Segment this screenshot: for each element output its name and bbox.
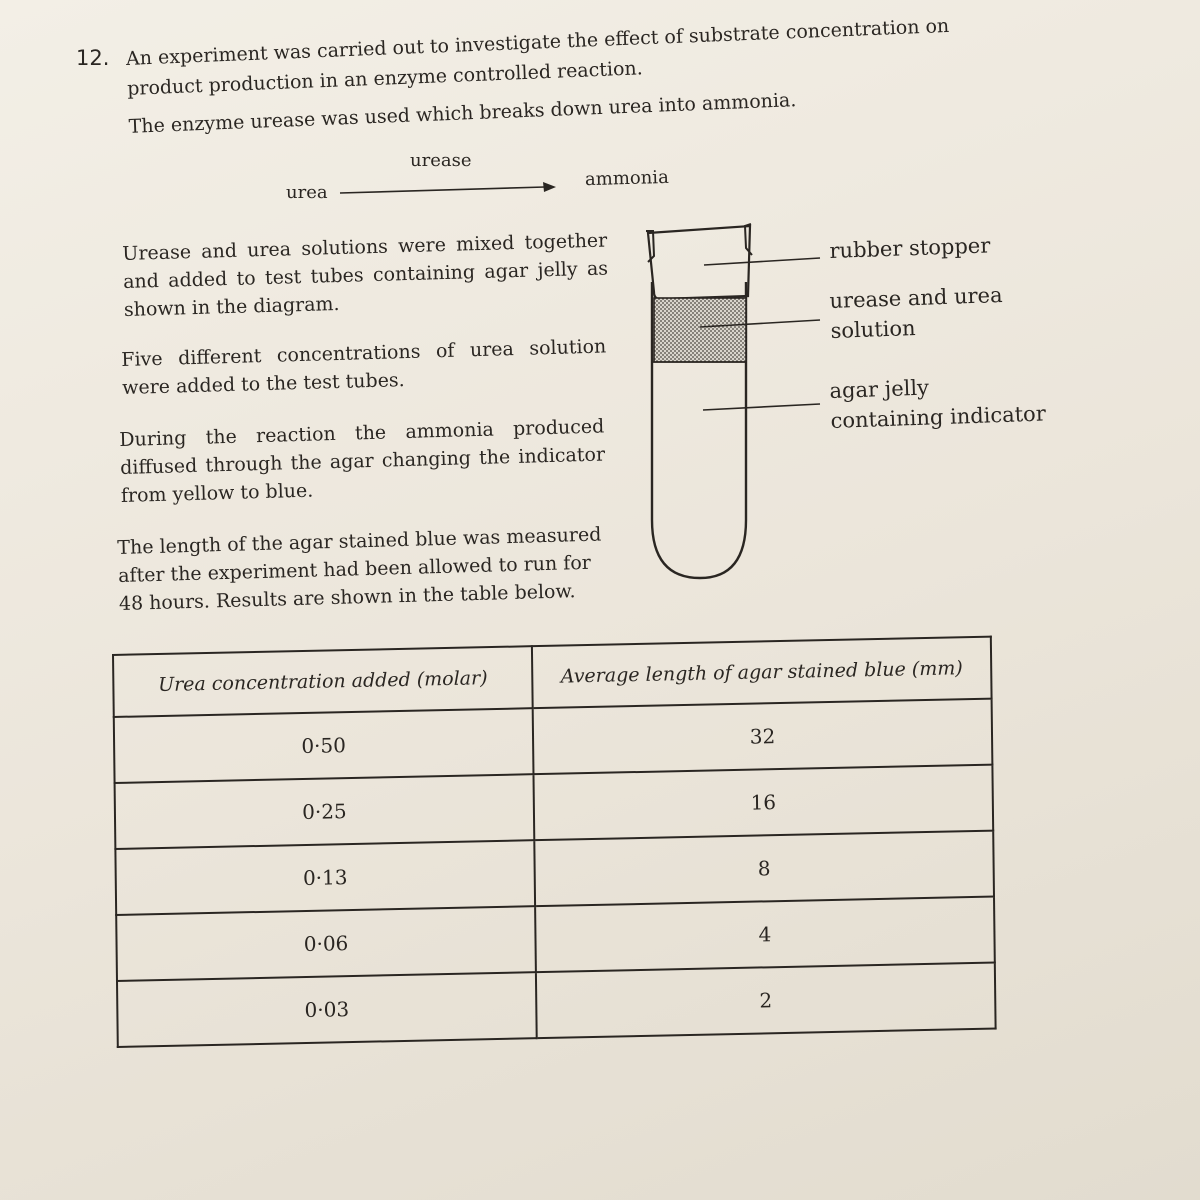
stopper-leader-line: [704, 258, 820, 265]
reaction-arrow: [340, 182, 556, 193]
solution-label-line: urease and urea: [829, 282, 1003, 313]
length-cell: 2: [536, 963, 996, 1039]
column-header-length: Average length of agar stained blue (mm): [532, 637, 992, 709]
concentration-cell: 0·13: [115, 840, 535, 915]
solution-label: [829, 280, 1004, 346]
product-label: ammonia: [584, 166, 670, 191]
agar-label-line: agar jelly: [829, 375, 930, 403]
length-cell: 4: [535, 897, 995, 973]
length-cell: 32: [533, 699, 993, 775]
stopper-label: rubber stopper: [829, 233, 991, 263]
results-table-wrapper: [112, 636, 997, 1048]
paragraph-concentrations: Five different concentrations of urea solution were added to the test tubes.: [121, 335, 607, 399]
concentration-cell: 0·50: [114, 708, 534, 783]
length-cell: 16: [533, 765, 993, 841]
intro-line: The enzyme urease was used which breaks down urea into ammonia.: [128, 89, 797, 138]
column-header-concentration: Urea concentration added (molar): [113, 646, 533, 717]
paragraph-setup: Urease and urea solutions were mixed together and added to test tubes containing agar jelly as shown in the diagram.: [122, 229, 609, 321]
length-cell: 8: [534, 831, 994, 907]
question-number: 12.: [76, 46, 110, 70]
agar-label: [829, 368, 1046, 435]
results-table: [112, 636, 997, 1048]
concentration-cell: 0·06: [116, 906, 536, 981]
substrate-label: urea: [286, 182, 328, 203]
solution-layer: [654, 298, 746, 362]
concentration-cell: 0·03: [117, 972, 537, 1047]
paragraph-reaction: During the reaction the ammonia produced diffused through the agar changing the indicator from yellow to blue.: [119, 415, 606, 507]
solution-label-line: solution: [830, 316, 916, 343]
enzyme-label: urease: [410, 150, 472, 171]
intro-line: product production in an enzyme controlled reaction.: [126, 57, 644, 100]
paragraph-results: The length of the agar stained blue was measured after the experiment had been allowed to run for 48 hours. Results are shown in the table below.: [117, 523, 602, 615]
test-tube: [646, 224, 752, 578]
intro-line: An experiment was carried out to investigate the effect of substrate concentration on: [125, 14, 950, 70]
agar-label-line: containing indicator: [830, 401, 1047, 433]
concentration-cell: 0·25: [115, 774, 535, 849]
agar-leader-line: [703, 404, 820, 410]
